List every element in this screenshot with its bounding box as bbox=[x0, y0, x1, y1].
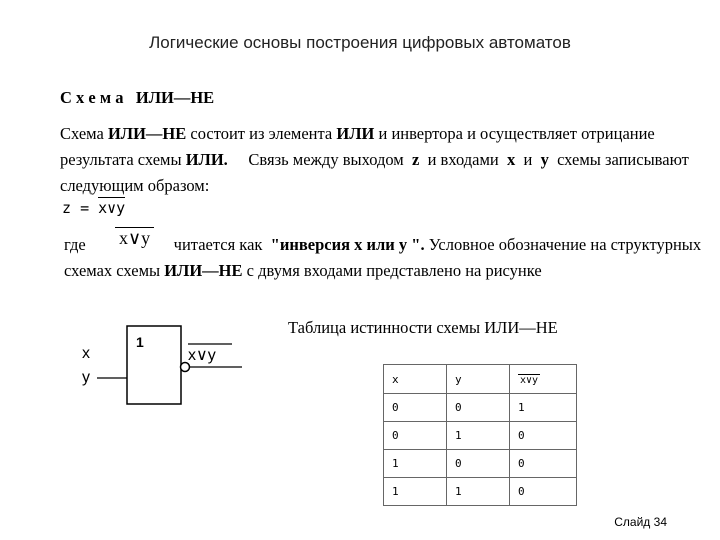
para1-text-4: Связь между выходом bbox=[227, 150, 412, 169]
table-row bbox=[384, 450, 577, 478]
para1-text-3: и инвертора и осуществляет отрицание результата схемы bbox=[60, 124, 655, 169]
truth-table-header bbox=[384, 365, 577, 394]
page-title: Логические основы построения цифровых автоматов bbox=[149, 33, 571, 52]
table-row bbox=[384, 394, 577, 422]
para1-bold-1: ИЛИ—НЕ bbox=[107, 124, 187, 143]
explanation-paragraph bbox=[64, 232, 704, 284]
para2-text-1: где bbox=[64, 235, 86, 254]
slide-number: Слайд 34 bbox=[614, 515, 667, 529]
cell: 0 bbox=[447, 394, 510, 422]
cell: 0 bbox=[384, 394, 447, 422]
nor-gate-diagram bbox=[70, 320, 250, 410]
para1-bold-5: x bbox=[506, 150, 516, 169]
cell: 0 bbox=[447, 450, 510, 478]
inline-formula: x∨y bbox=[115, 227, 154, 249]
para2-text-3: Условное обозначение на структурных схемах схемы bbox=[64, 235, 702, 280]
para1-bold-3: ИЛИ. bbox=[185, 150, 228, 169]
description-paragraph bbox=[60, 121, 700, 199]
para1-text-5: и входами bbox=[419, 150, 507, 169]
cell: 1 bbox=[447, 422, 510, 450]
para2-bold-2: ИЛИ—НЕ bbox=[164, 261, 243, 280]
para1-text-2: состоит из элемента bbox=[186, 124, 337, 143]
header-x: x bbox=[384, 365, 447, 394]
para1-bold-4: z bbox=[412, 150, 420, 169]
gate-label: 1 bbox=[136, 334, 144, 350]
output-label: x∨y bbox=[188, 347, 216, 364]
para2-bold-1: "инверсия x или y ". bbox=[270, 235, 425, 254]
para1-bold-2: ИЛИ bbox=[336, 124, 375, 143]
para1-text-6: и bbox=[515, 150, 541, 169]
cell: 1 bbox=[510, 394, 577, 422]
para1-text-7: схемы записывают следующим образом: bbox=[60, 150, 694, 195]
cell: 0 bbox=[510, 478, 577, 506]
cell: 0 bbox=[510, 422, 577, 450]
nor-formula bbox=[62, 198, 125, 218]
cell: 1 bbox=[384, 450, 447, 478]
cell: 0 bbox=[510, 450, 577, 478]
input-x-label: x bbox=[82, 345, 90, 362]
table-row bbox=[384, 422, 577, 450]
truth-table bbox=[383, 364, 577, 506]
para1-text-1: Схема bbox=[60, 124, 108, 143]
table-row bbox=[384, 478, 577, 506]
para2-text-4: с двумя входами представлено на рисунке bbox=[242, 261, 542, 280]
header-y: y bbox=[447, 365, 510, 394]
cell: 0 bbox=[384, 422, 447, 450]
formula-rhs: x∨y bbox=[98, 199, 126, 217]
cell: 1 bbox=[447, 478, 510, 506]
header-nor-text: x∨y bbox=[520, 374, 539, 386]
truth-table-caption: Таблица истинности схемы ИЛИ—НЕ bbox=[288, 318, 558, 337]
section-heading: С х е м а ИЛИ—НЕ bbox=[60, 88, 215, 107]
cell: 1 bbox=[384, 478, 447, 506]
formula-eq: = bbox=[80, 199, 90, 217]
para1-bold-6: y bbox=[540, 150, 549, 169]
formula-lhs: z bbox=[62, 199, 72, 217]
header-nor bbox=[510, 365, 577, 394]
input-y-label: y bbox=[82, 369, 90, 386]
para2-text-2: читается как bbox=[173, 235, 271, 254]
